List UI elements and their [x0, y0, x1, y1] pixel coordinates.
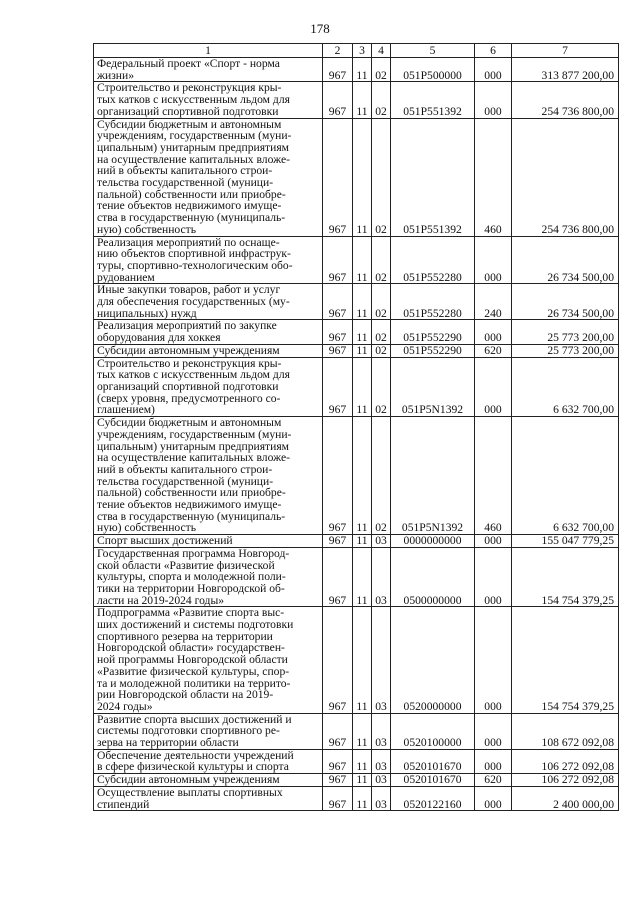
amount: 154 754 379,25	[512, 547, 619, 607]
subsection-code: 02	[372, 118, 391, 236]
amount: 254 736 800,00	[512, 118, 619, 236]
table-row	[94, 82, 619, 118]
table-row	[94, 713, 619, 749]
admin-code: 967	[323, 547, 353, 607]
row-name: Реализация мероприятий по оснаще- нию объектов спортивной инфраструк- туры, спортивно-технологическим обо- рудованием	[94, 236, 323, 284]
admin-code: 967	[323, 118, 353, 236]
expense-type: 460	[475, 417, 512, 535]
admin-code: 967	[323, 344, 353, 357]
row-name: Субсидии автономным учреждениям	[94, 344, 323, 357]
section-code: 11	[353, 118, 372, 236]
row-name: Развитие спорта высших достижений и системы подготовки спортивного ре- зерва на территории области	[94, 713, 323, 749]
subsection-code: 02	[372, 82, 391, 118]
table-row	[94, 417, 619, 535]
subsection-code: 02	[372, 417, 391, 535]
target-article: 0000000000	[391, 535, 475, 548]
target-article: 051P5N1392	[391, 417, 475, 535]
target-article: 051P552280	[391, 236, 475, 284]
table-header-row	[94, 44, 619, 58]
expense-type: 000	[475, 713, 512, 749]
target-article: 051P551392	[391, 82, 475, 118]
section-code: 11	[353, 236, 372, 284]
section-code: 11	[353, 284, 372, 320]
subsection-code: 03	[372, 749, 391, 773]
admin-code: 967	[323, 82, 353, 118]
expense-type: 000	[475, 58, 512, 82]
subsection-code: 02	[372, 284, 391, 320]
amount: 6 632 700,00	[512, 417, 619, 535]
column-header: 6	[475, 44, 512, 58]
row-name: Обеспечение деятельности учреждений в сфере физической культуры и спорта	[94, 749, 323, 773]
subsection-code: 03	[372, 786, 391, 810]
table-row	[94, 547, 619, 607]
subsection-code: 03	[372, 713, 391, 749]
row-name: Осуществление выплаты спортивных стипендий	[94, 786, 323, 810]
section-code: 11	[353, 786, 372, 810]
table-row	[94, 786, 619, 810]
page-number: 178	[310, 21, 330, 36]
table-row	[94, 320, 619, 344]
row-name: Субсидии автономным учреждениям	[94, 774, 323, 787]
target-article: 051P500000	[391, 58, 475, 82]
budget-table	[93, 43, 619, 811]
amount: 26 734 500,00	[512, 284, 619, 320]
amount: 26 734 500,00	[512, 236, 619, 284]
amount: 106 272 092,08	[512, 749, 619, 773]
row-name: Иные закупки товаров, работ и услуг для обеспечения государственных (му- ниципальных) нужд	[94, 284, 323, 320]
amount: 6 632 700,00	[512, 357, 619, 417]
row-name: Строительство и реконструкция кры- тых катков с искусственным льдом для организаций спортивной подготовки (сверх уровня, предусмотренного со- глашением)	[94, 357, 323, 417]
target-article: 051P552290	[391, 344, 475, 357]
row-name: Реализация мероприятий по закупке оборудования для хоккея	[94, 320, 323, 344]
admin-code: 967	[323, 417, 353, 535]
column-header: 1	[94, 44, 323, 58]
column-header: 3	[353, 44, 372, 58]
column-header: 5	[391, 44, 475, 58]
target-article: 0500000000	[391, 547, 475, 607]
amount: 25 773 200,00	[512, 320, 619, 344]
target-article: 051P5N1392	[391, 357, 475, 417]
table-row	[94, 118, 619, 236]
expense-type: 000	[475, 82, 512, 118]
amount: 154 754 379,25	[512, 607, 619, 713]
section-code: 11	[353, 607, 372, 713]
section-code: 11	[353, 713, 372, 749]
subsection-code: 02	[372, 58, 391, 82]
table-row	[94, 749, 619, 773]
row-name: Строительство и реконструкция кры- тых катков с искусственным льдом для организаций спортивной подготовки	[94, 82, 323, 118]
section-code: 11	[353, 82, 372, 118]
table-row	[94, 236, 619, 284]
section-code: 11	[353, 535, 372, 548]
target-article: 051P551392	[391, 118, 475, 236]
admin-code: 967	[323, 58, 353, 82]
row-name: Подпрограмма «Развитие спорта выс- ших достижений и системы подготовки спортивного резерва на территории Новгородской области» государствен- ной программы Новгородской области «Развитие физической культуры, спор- та и молодежной политики на террито- рии Новгородской области на 2019- 2024 годы»	[94, 607, 323, 713]
row-name: Федеральный проект «Спорт - норма жизни»	[94, 58, 323, 82]
subsection-code: 03	[372, 547, 391, 607]
expense-type: 000	[475, 236, 512, 284]
admin-code: 967	[323, 749, 353, 773]
expense-type: 000	[475, 357, 512, 417]
target-article: 051P552280	[391, 284, 475, 320]
amount: 106 272 092,08	[512, 774, 619, 787]
column-header: 7	[512, 44, 619, 58]
row-name: Государственная программа Новгород- ской области «Развитие физической культуры, спорта и молодежной поли- тики на территории Новгородской об- ласти на 2019-2024 годы»	[94, 547, 323, 607]
target-article: 0520000000	[391, 607, 475, 713]
table-row	[94, 357, 619, 417]
column-header: 2	[323, 44, 353, 58]
section-code: 11	[353, 749, 372, 773]
subsection-code: 02	[372, 320, 391, 344]
admin-code: 967	[323, 284, 353, 320]
section-code: 11	[353, 58, 372, 82]
amount: 254 736 800,00	[512, 82, 619, 118]
section-code: 11	[353, 344, 372, 357]
subsection-code: 02	[372, 236, 391, 284]
expense-type: 000	[475, 607, 512, 713]
admin-code: 967	[323, 535, 353, 548]
target-article: 0520101670	[391, 749, 475, 773]
target-article: 0520122160	[391, 786, 475, 810]
table-row	[94, 774, 619, 787]
section-code: 11	[353, 547, 372, 607]
table-row	[94, 607, 619, 713]
amount: 108 672 092,08	[512, 713, 619, 749]
expense-type: 000	[475, 535, 512, 548]
expense-type: 000	[475, 749, 512, 773]
admin-code: 967	[323, 320, 353, 344]
expense-type: 000	[475, 320, 512, 344]
section-code: 11	[353, 417, 372, 535]
amount: 313 877 200,00	[512, 58, 619, 82]
expense-type: 620	[475, 774, 512, 787]
target-article: 051P552290	[391, 320, 475, 344]
section-code: 11	[353, 320, 372, 344]
section-code: 11	[353, 357, 372, 417]
subsection-code: 02	[372, 357, 391, 417]
subsection-code: 03	[372, 535, 391, 548]
row-name: Спорт высших достижений	[94, 535, 323, 548]
target-article: 0520101670	[391, 774, 475, 787]
admin-code: 967	[323, 607, 353, 713]
admin-code: 967	[323, 713, 353, 749]
column-header: 4	[372, 44, 391, 58]
expense-type: 620	[475, 344, 512, 357]
amount: 25 773 200,00	[512, 344, 619, 357]
admin-code: 967	[323, 357, 353, 417]
table-row	[94, 535, 619, 548]
expense-type: 000	[475, 547, 512, 607]
table-row	[94, 344, 619, 357]
amount: 155 047 779,25	[512, 535, 619, 548]
expense-type: 000	[475, 786, 512, 810]
amount: 2 400 000,00	[512, 786, 619, 810]
expense-type: 460	[475, 118, 512, 236]
table-row	[94, 58, 619, 82]
row-name: Субсидии бюджетным и автономным учреждениям, государственным (муни- ципальным) унитарным предприятиям на осуществление капитальных вложе- ний в объекты капитального строи- тельства государственной (муници- пальной) собственности или приобре- тение объектов недвижимого имуще- ства в государственную (муниципаль- ную) собственность	[94, 417, 323, 535]
row-name: Субсидии бюджетным и автономным учреждениям, государственным (муни- ципальным) унитарным предприятиям на осуществление капитальных вложе- ний в объекты капитального строи- тельства государственной (муници- пальной) собственности или приобре- тение объектов недвижимого имуще- ства в государственную (муниципаль- ную) собственность	[94, 118, 323, 236]
subsection-code: 03	[372, 607, 391, 713]
admin-code: 967	[323, 774, 353, 787]
subsection-code: 03	[372, 774, 391, 787]
section-code: 11	[353, 774, 372, 787]
target-article: 0520100000	[391, 713, 475, 749]
subsection-code: 02	[372, 344, 391, 357]
admin-code: 967	[323, 786, 353, 810]
expense-type: 240	[475, 284, 512, 320]
table-row	[94, 284, 619, 320]
admin-code: 967	[323, 236, 353, 284]
